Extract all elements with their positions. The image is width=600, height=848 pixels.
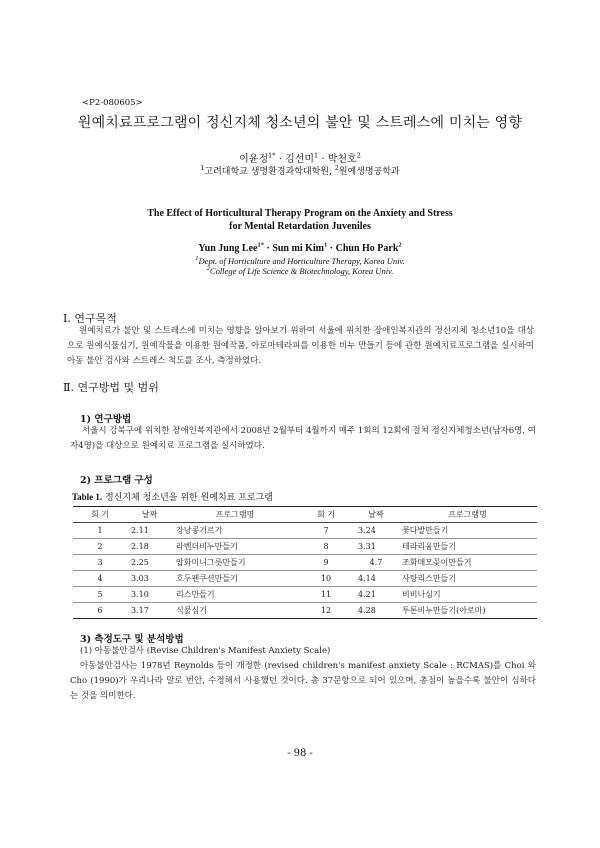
affil-1-text: 고려대학교 생명환경과학대학원, — [204, 167, 335, 177]
cell-date: 4.14 — [354, 571, 398, 587]
author-1-mark: 1* — [268, 151, 276, 160]
author-2-mark: 1 — [314, 151, 319, 160]
author-2-mark-en: 1 — [324, 241, 328, 249]
author-3-name: 박천호 — [327, 154, 357, 165]
method-subheading: 1) 연구방법 — [80, 414, 132, 425]
table-label: Table 1. — [72, 492, 103, 502]
cell-session: 5 — [73, 587, 127, 603]
affil-en-line-1 — [0, 256, 600, 266]
cell-date: 4.7 — [354, 555, 398, 571]
method-paragraph: 서울시 강북구에 위치한 장애인복지관에서 2008년 2월부터 4월까지 매주 1회의 12회에 걸쳐 정신지체청소년(남자6명, 여자4명)을 대상으로 원예치료 프로그램을 실시하였다. — [70, 426, 536, 451]
affil-en-1-text: Dept. of Horticulture and Horticulture Therapy, Korea Univ. — [198, 256, 405, 266]
cell-program: 비비나심기 — [398, 587, 537, 603]
table-row — [73, 587, 537, 603]
author-separator-en: · — [263, 243, 273, 254]
table-title: 정신지체 청소년을 위한 원예치료 프로그램 — [102, 493, 273, 503]
affil-1-mark: 1 — [200, 164, 205, 172]
anxiety-test-paragraph: 아동불안검사는 1978년 Reynolds 등이 개정한 (revised children's manifest anxiety Scale : RCMAS)를 Choi 와 Cho (1990)가 우리나라 말로 번안, 수정해서 사용했던 것이다. 총 37문항으로 되어 있으며, 총점이 높을수록 불안이 심하다는 것을 의미한다. — [70, 661, 536, 701]
affil-en-2-text: College of Life Science & Biotechnology, Korea Univ. — [209, 266, 394, 276]
author-3-mark-en: 2 — [398, 241, 402, 249]
table-header-row — [73, 507, 537, 523]
cell-program: 강낭콩기르기 — [172, 523, 298, 539]
cell-program: 식물심기 — [172, 603, 298, 619]
cell-program: 압화미니그릇만들기 — [172, 555, 298, 571]
col-header-session: 회 기 — [298, 507, 354, 523]
table-row — [73, 555, 537, 571]
title-en-line-1: The Effect of Horticultural Therapy Program on the Anxiety and Stress — [147, 208, 453, 219]
cell-program: 테라리움만들기 — [398, 539, 537, 555]
section-2-heading: Ⅱ. 연구방법 및 범위 — [63, 381, 159, 394]
cell-date: 3.03 — [127, 571, 172, 587]
col-header-date: 날짜 — [127, 507, 172, 523]
author-3-mark: 2 — [356, 151, 361, 160]
cell-program: 리스만들기 — [172, 587, 298, 603]
cell-session: 9 — [298, 555, 354, 571]
col-header-program: 프로그램명 — [172, 507, 298, 523]
cell-date: 4.21 — [354, 587, 398, 603]
title-en-line-2: for Mental Retardation Juveniles — [229, 221, 371, 232]
author-2-name-en: Sun mi Kim — [272, 243, 324, 254]
cell-date: 3.24 — [354, 523, 398, 539]
measure-subheading: 3) 측정도구 및 분석방법 — [80, 634, 184, 645]
cell-session: 6 — [73, 603, 127, 619]
cell-session: 12 — [298, 603, 354, 619]
table-row — [73, 603, 537, 619]
cell-date: 3.10 — [127, 587, 172, 603]
section-1-paragraph: 원예치료가 불안 및 스트레스에 미치는 영향을 알아보기 위하여 서울에 위치한 장애인복지관의 정신지체 청소년10을 대상으로 원예식물심기, 원예작물을 이용한 원예작품, 아로마테라피를 이용한 비누 만들기 등에 관한 원예치료프로그램을 실시하여 아동 불안 검사와 스트레스 척도를 조사, 측정하였다. — [67, 326, 534, 366]
page-number: - 98 - — [287, 748, 313, 759]
anxiety-test-line: (1) 아동불안검사 (Revise Children's Manifest Anxiety Scale) — [80, 646, 331, 656]
author-1-name-en: Yun Jung Lee — [198, 243, 258, 254]
author-1-name: 이윤정 — [239, 154, 269, 165]
cell-program: 조화매모꽂이만들기 — [398, 555, 537, 571]
cell-session: 7 — [298, 523, 354, 539]
author-separator: · — [318, 154, 328, 165]
affil-2-text: 원예생명공학과 — [338, 167, 400, 177]
cell-program: 꽃다발만들기 — [398, 523, 537, 539]
col-header-session: 회 기 — [73, 507, 127, 523]
table-row — [73, 539, 537, 555]
affil-en-line-2 — [0, 266, 600, 276]
cell-date: 3.31 — [354, 539, 398, 555]
col-header-date: 날짜 — [354, 507, 398, 523]
cell-session: 8 — [298, 539, 354, 555]
cell-session: 1 — [73, 523, 127, 539]
cell-session: 10 — [298, 571, 354, 587]
cell-program: 라벤더비누만들기 — [172, 539, 298, 555]
author-separator-en: · — [327, 243, 336, 254]
cell-date: 4.28 — [354, 603, 398, 619]
paper-title-english — [0, 207, 600, 233]
cell-session: 3 — [73, 555, 127, 571]
affil-en-1-mark: 1 — [195, 255, 199, 263]
author-3-name-en: Chun Ho Park — [335, 243, 399, 254]
table-row — [73, 523, 537, 539]
affil-en-2-mark: 2 — [206, 265, 210, 273]
cell-program: 호두펜쿠션만들기 — [172, 571, 298, 587]
col-header-program: 프로그램명 — [398, 507, 537, 523]
cell-date: 2.25 — [127, 555, 172, 571]
author-separator: · — [275, 154, 286, 165]
cell-date: 3.17 — [127, 603, 172, 619]
program-table — [73, 506, 537, 619]
author-2-name: 김선미 — [285, 154, 315, 165]
author-1-mark-en: 1* — [257, 241, 264, 249]
table-caption — [72, 490, 273, 503]
affiliation-english — [0, 256, 600, 276]
authors-korean — [0, 150, 600, 165]
paper-code: <P2-080605> — [82, 98, 143, 108]
section-1-heading: Ⅰ. 연구목적 — [63, 312, 117, 325]
affiliation-korean — [0, 164, 600, 177]
cell-program: 사탕리스만들기 — [398, 571, 537, 587]
table-row — [73, 571, 537, 587]
cell-session: 11 — [298, 587, 354, 603]
cell-program: 투톤비누만들기(아로마) — [398, 603, 537, 619]
cell-date: 2.18 — [127, 539, 172, 555]
affil-2-mark: 2 — [334, 164, 339, 172]
authors-english — [0, 243, 600, 254]
cell-date: 2.11 — [127, 523, 172, 539]
paper-title-korean: 원예치료프로그램이 정신지체 청소년의 불안 및 스트레스에 미치는 영향 — [77, 115, 523, 131]
cell-session: 4 — [73, 571, 127, 587]
program-subheading: 2) 프로그램 구성 — [80, 475, 153, 486]
cell-session: 2 — [73, 539, 127, 555]
